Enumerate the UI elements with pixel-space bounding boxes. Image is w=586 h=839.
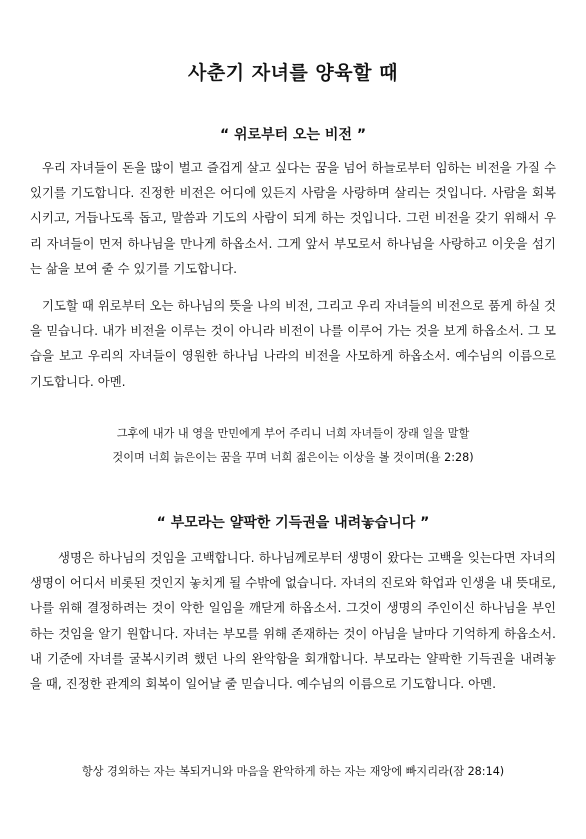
page-title: 사춘기 자녀를 양육할 때 <box>188 62 398 84</box>
scripture-verse <box>0 422 586 470</box>
prayer-paragraph: 생명은 하나님의 것임을 고백합니다. 하나님께로부터 생명이 왔다는 고백을 잊는다면 자녀의 생명이 어디서 비롯된 것인지 놓치게 될 수밖에 없습니다. 자녀의 진로와 학업과 인생을 내 뜻대로, 나를 위해 결정하려는 것이 악한 일임을 깨닫게 하옵소서. 그것이 생명의 주인이신 하나님을 부인하는 것임을 알기 원합니다. 자녀는 부모를 위해 존재하는 것이 아님을 날마다 기억하게 하옵소서. 내 기준에 자녀를 굴복시키려 했던 나의 완악함을 회개합니다. 부모라는 얄팍한 기득권을 내려놓을 때, 진정한 관계의 회복이 일어날 줄 믿습니다. 예수님의 이름으로 기도합니다. 아멘. <box>30 550 556 692</box>
section-heading-vision: “ 위로부터 오는 비전 ” <box>219 127 367 143</box>
section-heading-parents: “ 부모라는 얄팍한 기득권을 내려놓습니다 ” <box>156 515 430 531</box>
verse-line: 그후에 내가 내 영을 만민에게 부어 주리니 너희 자녀들이 장래 일을 말할 <box>116 427 470 440</box>
prayer-paragraph: 우리 자녀들이 돈을 많이 벌고 즐겁게 살고 싶다는 꿈을 넘어 하늘로부터 임하는 비전을 가질 수 있기를 기도합니다. 진정한 비전은 어디에 있든지 사람을 사랑하며 살리는 것입니다. 사람을 회복시키고, 거듭나도록 돕고, 말씀과 기도의 사람이 되게 하는 것입니다. 그런 비전을 갖기 위해서 우리 자녀들이 먼저 하나님을 만나게 하옵소서. 그게 앞서 부모로서 하나님을 사랑하고 이웃을 섬기는 삶을 보여 줄 수 있기를 기도합니다. <box>30 160 556 276</box>
scripture-verse: 항상 경외하는 자는 복되거니와 마음을 완악하게 하는 자는 재앙에 빠지리라(잠 28:14) <box>81 765 505 778</box>
prayer-paragraph: 기도할 때 위로부터 오는 하나님의 뜻을 나의 비전, 그리고 우리 자녀들의 비전으로 품게 하실 것을 믿습니다. 내가 비전을 이루는 것이 아니라 비전이 나를 이루어 가는 것을 보게 하옵소서. 그 모습을 보고 우리의 자녀들이 영원한 하나님 나라의 비전을 사모하게 하옵소서. 예수님의 이름으로 기도합니다. 아멘. <box>30 298 556 389</box>
verse-line: 것이며 너희 늙은이는 꿈을 꾸며 너희 젊은이는 이상을 볼 것이며(욜 2:28) <box>112 451 474 464</box>
